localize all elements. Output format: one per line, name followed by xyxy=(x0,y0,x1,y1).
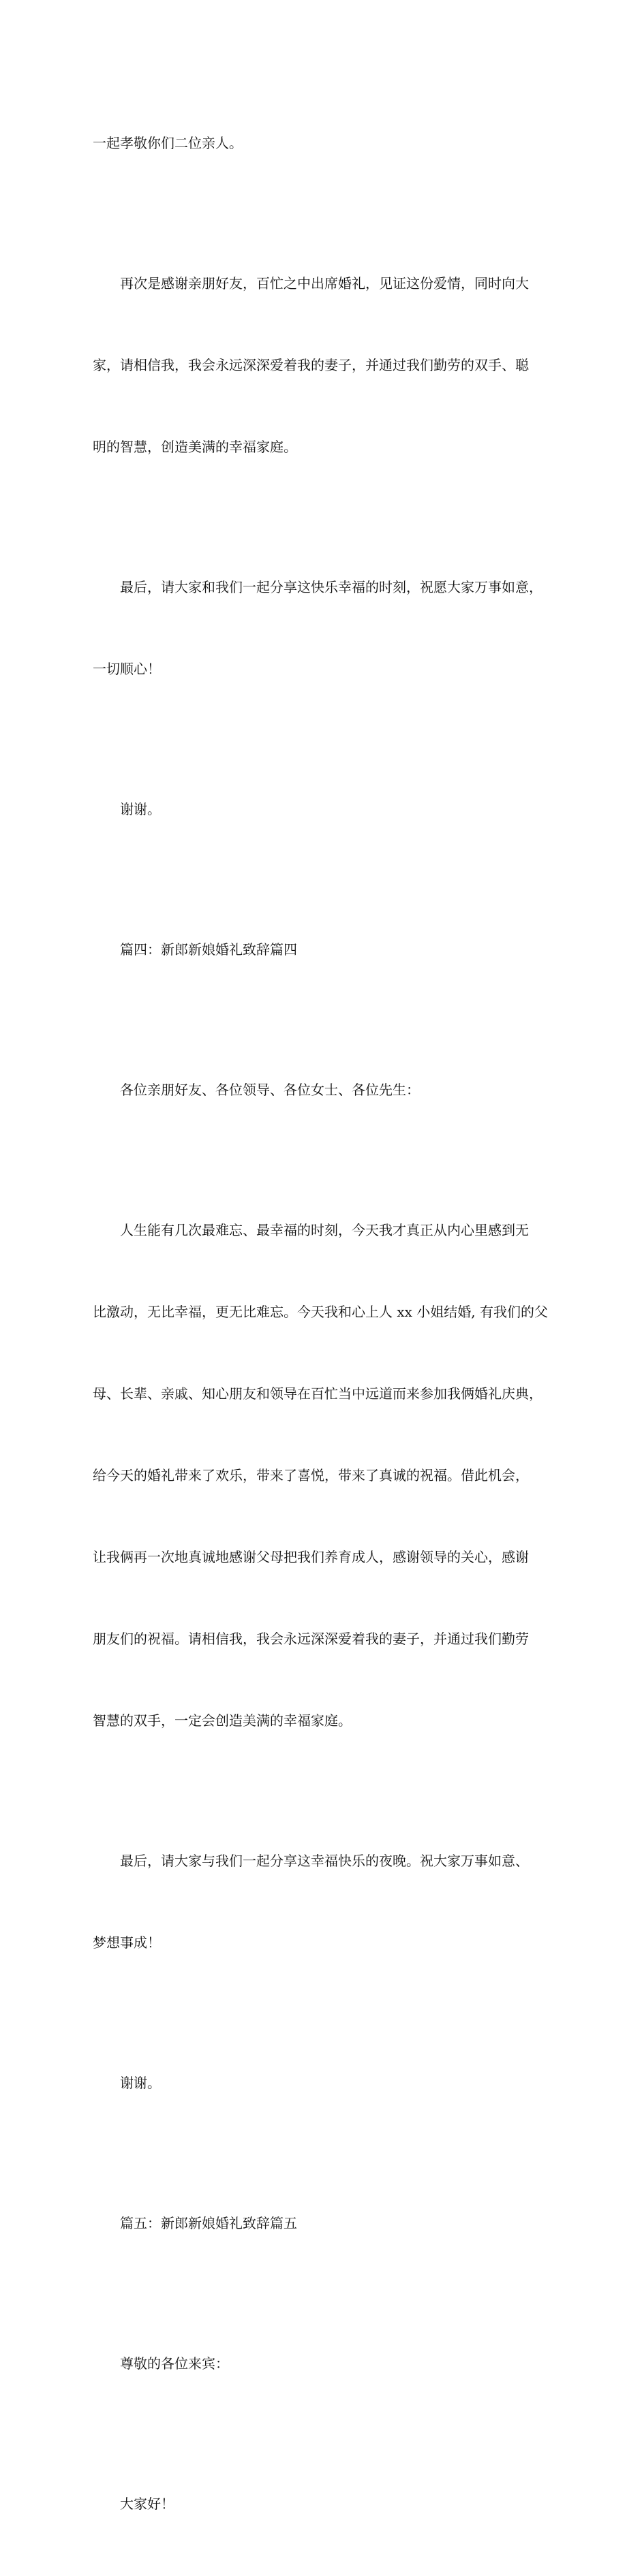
text-line: 梦想事成！ xyxy=(93,1934,161,1951)
paragraph xyxy=(93,1022,542,1158)
paragraph xyxy=(93,2436,542,2572)
text-line: 人生能有几次最难忘、最幸福的时刻，今天我才真正从内心里感到无 xyxy=(120,1222,529,1238)
paragraph xyxy=(93,741,542,877)
text-line: 最后，请大家与我们一起分享这幸福快乐的夜晚。祝大家万事如意、 xyxy=(120,1853,529,1869)
text-line: 智慧的双手，一定会创造美满的幸福家庭。 xyxy=(93,1712,352,1729)
text-line: 再次是感谢亲朋好友，百忙之中出席婚礼，见证这份爱情，同时向大 xyxy=(120,275,529,292)
document-body xyxy=(93,75,548,2576)
text-line: 母、长辈、亲戚、知心朋友和领导在百忙当中远道而来参加我俩婚礼庆典， xyxy=(93,1385,542,1402)
text-line: 各位亲朋好友、各位领导、各位女士、各位先生： xyxy=(120,1082,420,1098)
text-line: 家，请相信我，我会永远深深爱着我的妻子，并通过我们勤劳的双手、聪 xyxy=(93,357,529,373)
text-line: 一起孝敬你们二位亲人。 xyxy=(93,135,243,151)
paragraph xyxy=(93,1162,548,1789)
paragraph xyxy=(93,2015,542,2151)
section-heading xyxy=(93,881,542,1018)
paragraph xyxy=(93,519,542,737)
text-line: 篇四：新郎新娘婚礼致辞篇四 xyxy=(120,941,297,958)
paragraph xyxy=(93,2295,542,2432)
text-line: 明的智慧，创造美满的幸福家庭。 xyxy=(93,439,297,455)
text-line: 谢谢。 xyxy=(120,801,161,817)
text-line: 尊敬的各位来宾： xyxy=(120,2355,229,2372)
text-line: 大家好！ xyxy=(120,2496,174,2512)
paragraph xyxy=(93,1793,542,2011)
text-line: 最后，请大家和我们一起分享这快乐幸福的时刻，祝愿大家万事如意， xyxy=(120,579,542,595)
text-line: 让我俩再一次地真诚地感谢父母把我们养育成人，感谢领导的关心，感谢 xyxy=(93,1549,529,1565)
text-line: 谢谢。 xyxy=(120,2075,161,2091)
paragraph xyxy=(93,75,542,211)
text-line: 篇五：新郎新娘婚礼致辞篇五 xyxy=(120,2215,297,2231)
text-line: 一切顺心！ xyxy=(93,661,161,677)
text-line: 给今天的婚礼带来了欢乐，带来了喜悦，带来了真诚的祝福。借此机会， xyxy=(93,1467,529,1483)
text-line: 朋友们的祝福。请相信我，我会永远深深爱着我的妻子，并通过我们勤劳 xyxy=(93,1631,529,1647)
section-heading xyxy=(93,2155,542,2291)
paragraph xyxy=(93,215,542,515)
text-line: 比激动，无比幸福，更无比难忘。今天我和心上人 xx 小姐结婚, 有我们的父 xyxy=(93,1304,548,1320)
